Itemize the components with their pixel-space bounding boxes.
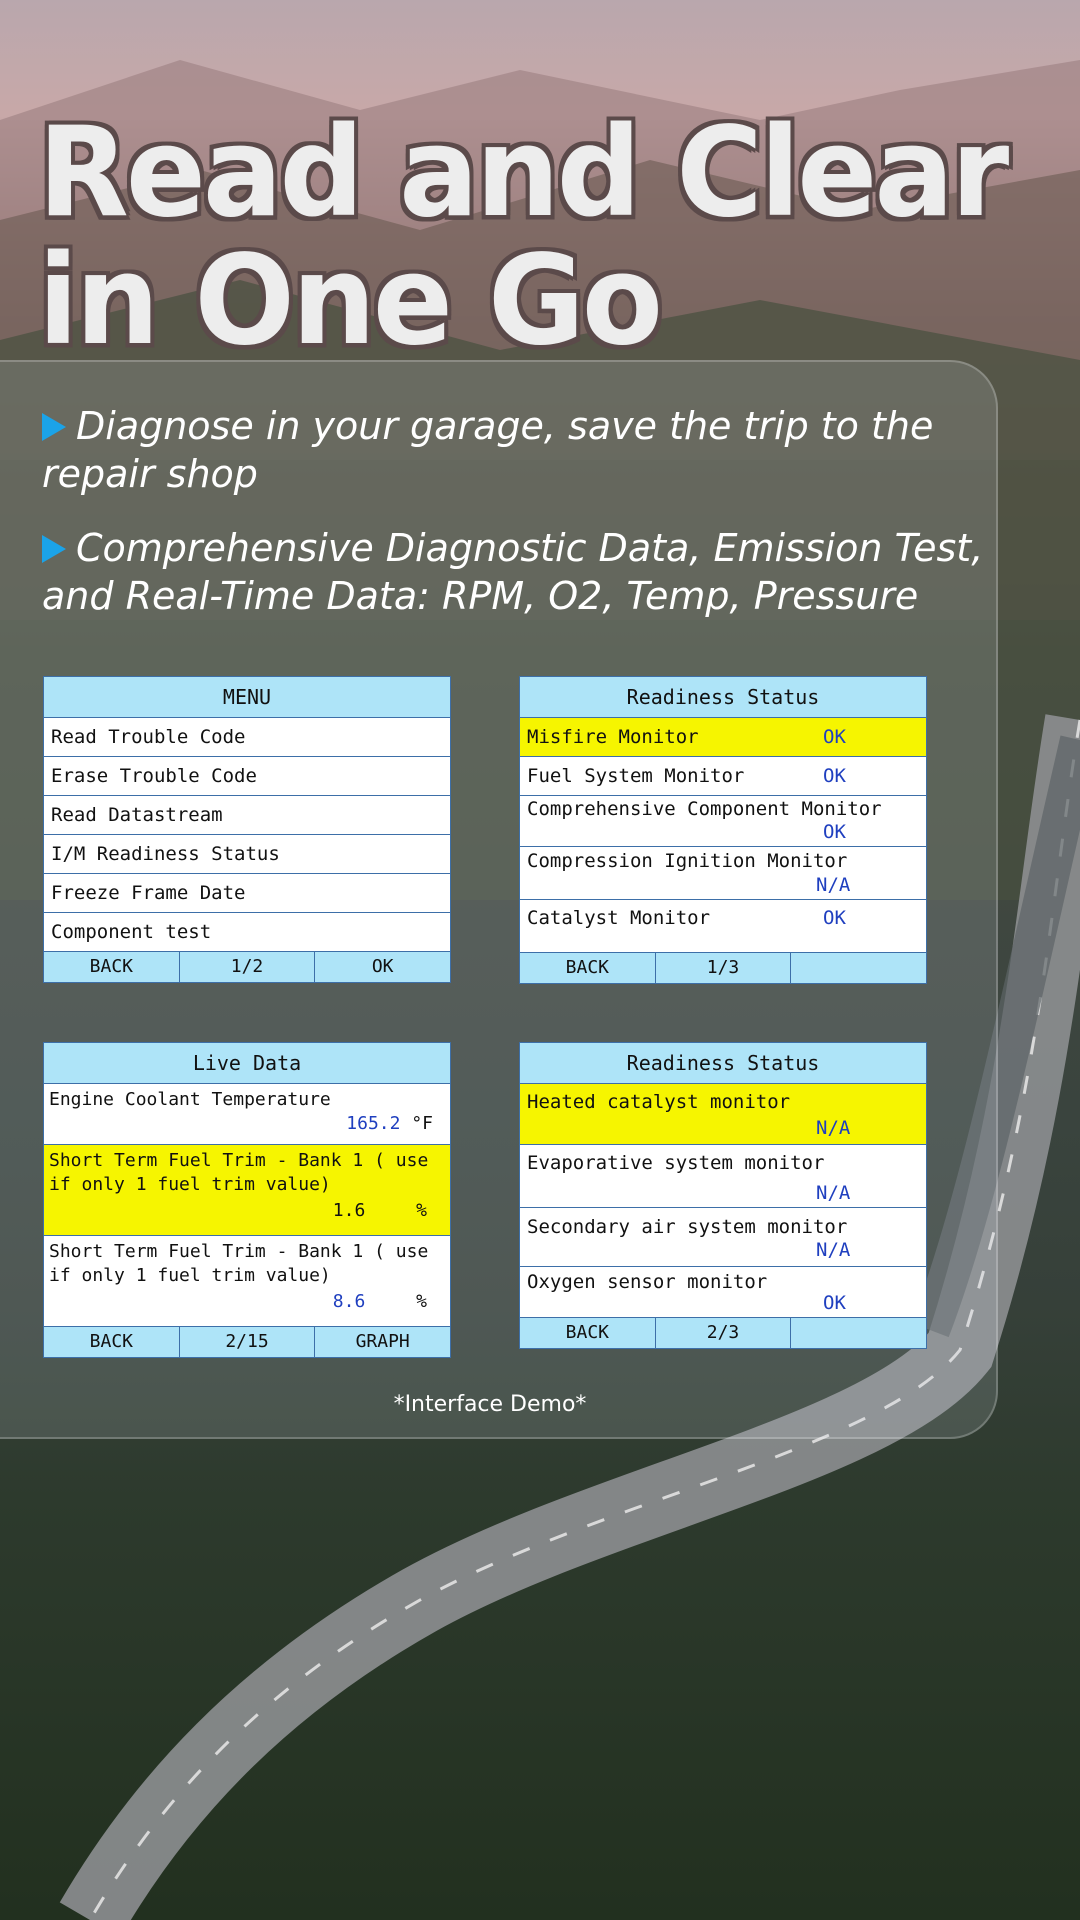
status-row <box>520 1084 926 1145</box>
live-data-value: 165.2 <box>346 1113 401 1134</box>
back-button[interactable]: BACK <box>520 953 656 983</box>
footer-blank <box>791 953 926 983</box>
status-label: Secondary air system monitor <box>527 1216 848 1238</box>
live-data-screen <box>43 1042 451 1358</box>
status-value: N/A <box>816 1239 851 1261</box>
status-row <box>520 847 926 900</box>
status-label: Catalyst Monitor <box>527 907 711 929</box>
page-indicator: 1/3 <box>656 953 792 983</box>
menu-item-read-trouble-code[interactable]: Read Trouble Code <box>44 718 450 757</box>
live-data-unit: % <box>416 1291 427 1312</box>
graph-button[interactable]: GRAPH <box>355 1331 410 1352</box>
status-value: OK <box>823 821 846 843</box>
ok-button[interactable]: OK <box>371 956 394 977</box>
interface-demo-note: *Interface Demo* <box>393 1392 587 1417</box>
bullet-2-text: Comprehensive Diagnostic Data, Emission Test, and Real-Time Data: RPM, O2, Temp, Pressure <box>42 526 984 618</box>
status-value: OK <box>823 907 846 929</box>
readiness-title-2: Readiness Status <box>520 1043 926 1084</box>
hero-line-2: in One Go <box>38 227 660 373</box>
status-label: Fuel System Monitor <box>527 765 745 787</box>
readiness-screen-2 <box>519 1042 927 1349</box>
menu-title: MENU <box>44 677 450 718</box>
readiness-footer-2 <box>520 1318 926 1348</box>
status-row <box>520 796 926 847</box>
play-triangle-icon <box>42 413 66 441</box>
status-value: OK <box>823 765 846 787</box>
status-value: OK <box>823 726 846 748</box>
readiness-screen-1 <box>519 676 927 984</box>
live-data-row <box>44 1084 450 1145</box>
menu-item-component-test[interactable]: Component test <box>44 913 450 952</box>
status-row <box>520 1267 926 1318</box>
live-data-footer <box>44 1327 450 1357</box>
status-label: Compression Ignition Monitor <box>527 850 848 872</box>
bullet-1-text: Diagnose in your garage, save the trip to the repair shop <box>42 404 934 496</box>
status-label: Comprehensive Component Monitor <box>527 798 882 820</box>
live-data-row-highlighted <box>44 1145 450 1236</box>
back-button[interactable]: BACK <box>520 1318 656 1348</box>
bullet-2 <box>42 524 1002 620</box>
page-indicator: 2/15 <box>180 1327 316 1357</box>
hero-title <box>38 99 1007 373</box>
menu-item-im-readiness[interactable]: I/M Readiness Status <box>44 835 450 874</box>
menu-item-read-datastream[interactable]: Read Datastream <box>44 796 450 835</box>
live-data-row <box>44 1236 450 1327</box>
menu-screen <box>43 676 451 983</box>
page-indicator: 1/2 <box>180 952 316 982</box>
status-label: Misfire Monitor <box>527 726 699 748</box>
bullet-1 <box>42 402 1002 498</box>
live-data-label: Engine Coolant Temperature <box>49 1089 331 1110</box>
back-button[interactable]: BACK <box>44 952 180 982</box>
menu-item-freeze-frame[interactable]: Freeze Frame Date <box>44 874 450 913</box>
play-triangle-icon <box>42 535 66 563</box>
status-label: Heated catalyst monitor <box>527 1091 791 1113</box>
status-row <box>520 757 926 796</box>
status-label: Oxygen sensor monitor <box>527 1271 768 1293</box>
status-row <box>520 718 926 757</box>
live-data-unit: °F <box>411 1113 433 1134</box>
page-indicator: 2/3 <box>656 1318 792 1348</box>
live-data-value: 1.6 <box>332 1200 366 1221</box>
live-data-title: Live Data <box>44 1043 450 1084</box>
back-button[interactable]: BACK <box>44 1327 180 1357</box>
live-data-unit: % <box>416 1200 427 1221</box>
status-row <box>520 900 926 953</box>
status-row <box>520 1208 926 1267</box>
status-value: OK <box>823 1292 846 1314</box>
status-label: Evaporative system monitor <box>527 1152 825 1174</box>
live-data-label: Short Term Fuel Trim - Bank 1 ( use if only 1 fuel trim value) <box>49 1241 429 1286</box>
hero-line-1: Read and Clear <box>38 99 1007 245</box>
readiness-footer-1 <box>520 953 926 983</box>
menu-item-erase-trouble-code[interactable]: Erase Trouble Code <box>44 757 450 796</box>
status-value: N/A <box>816 874 851 896</box>
status-value: N/A <box>816 1117 851 1139</box>
footer-blank <box>791 1318 926 1348</box>
menu-footer <box>44 952 450 982</box>
status-row <box>520 1145 926 1208</box>
status-value: N/A <box>816 1182 851 1204</box>
readiness-title-1: Readiness Status <box>520 677 926 718</box>
live-data-label: Short Term Fuel Trim - Bank 1 ( use if only 1 fuel trim value) <box>49 1150 429 1195</box>
live-data-value: 8.6 <box>332 1291 366 1312</box>
